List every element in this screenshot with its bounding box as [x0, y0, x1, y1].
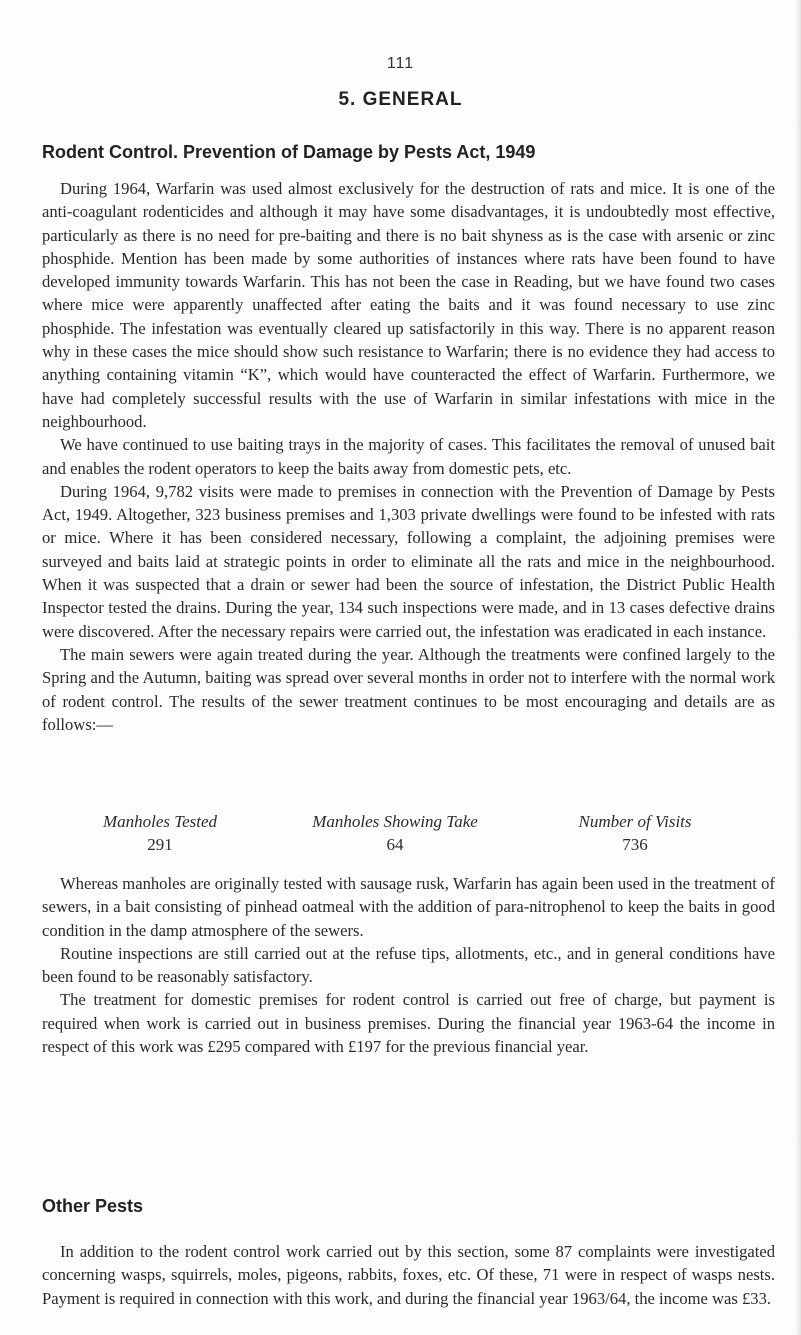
paragraph: During 1964, 9,782 visits were made to premises in connection with the Prevention of Damage by Pests Act, 1949. Altogether, 323 business premises and 1,303 private dwellings were found to be infested with rats or mice. Where it has been considered necessary, following a complaint, the adjoining premises were surveyed and baits laid at strategic points in order to eliminate all the rats and mice in the neighbourhood. When it was suspected that a drain or sewer had been the source of infestation, the District Public Health Inspector tested the drains. During the year, 134 such inspections were made, and in 13 cases defective drains were discovered. After the necessary repairs were carried out, the infestation was eradicated in each instance.	[42, 481, 775, 641]
rodent-control-body-continued	[42, 872, 775, 1058]
paragraph: During 1964, Warfarin was used almost exclusively for the destruction of rats and mice. It is one of the anti-coagulant rodenticides and although it may have some disadvantages, it is undoubtedly most effective, particularly as there is no need for pre-baiting and there is no bait shyness as is the case with arsenic or zinc phosphide. Mention has been made by some authorities of instances where rats have been found to have developed immunity towards Warfarin. This has not been the case in Reading, but we have found two cases where mice were apparently unaffected after eating the baits and it was found necessary to use zinc phosphide. The infestation was eventually cleared up satisfactorily in this way. There is no apparent reason why in these cases the mice should show such resistance to Warfarin; there is no evidence they had access to anything containing vitamin “K”, which would have counteracted the effect of Warfarin. Furthermore, we have had completely successful results with the use of Warfarin in similar infestations with mice in the neighbourhood.	[42, 179, 775, 431]
column-header-manholes-showing-take: Manholes Showing Take	[312, 812, 478, 831]
paragraph: In addition to the rodent control work carried out by this section, some 87 complaints were investigated concerning wasps, squirrels, moles, pigeons, rabbits, foxes, etc. Of these, 71 were in respect of wasps nests. Payment is required in connection with this work, and during the financial year 1963/64, the income was £33.	[42, 1242, 775, 1308]
paragraph: We have continued to use baiting trays in the majority of cases. This facilitates the removal of unused bait and enables the rodent operators to keep the baits away from domestic pets, etc.	[42, 435, 775, 478]
paragraph: The main sewers were again treated during the year. Although the treatments were confined largely to the Spring and the Autumn, baiting was spread over several months in order not to interfere with the normal work of rodent control. The results of the sewer treatment continues to be most encouraging and details are as follows:—	[42, 644, 775, 734]
value-manholes-showing-take: 64	[386, 835, 404, 854]
column-header-manholes-tested: Manholes Tested	[102, 812, 218, 831]
rodent-control-body	[42, 177, 775, 736]
page-edge-shadow	[795, 0, 801, 1335]
other-pests-body	[42, 1240, 775, 1310]
paragraph: The treatment for domestic premises for rodent control is carried out free of charge, but payment is required when work is carried out in business premises. During the financial year 1963-64 the income in respect of this work was £295 compared with £197 for the previous financial year.	[42, 990, 775, 1057]
rodent-control-heading: Rodent Control. Prevention of Damage by Pests Act, 1949	[42, 142, 536, 162]
page-number: 111	[386, 55, 415, 72]
value-number-of-visits: 736	[622, 835, 648, 854]
paragraph: Routine inspections are still carried out at the refuse tips, allotments, etc., and in general conditions have been found to be reasonably satisfactory.	[42, 943, 775, 987]
section-title: 5. GENERAL	[338, 89, 463, 110]
other-pests-heading: Other Pests	[42, 1196, 144, 1216]
value-manholes-tested: 291	[147, 835, 173, 854]
paragraph: Whereas manholes are originally tested with sausage rusk, Warfarin has again been used in the treatment of sewers, in a bait consisting of pinhead oatmeal with the addition of para-nitrophenol to keep the baits in good condition in the damp atmosphere of the sewers.	[42, 874, 775, 940]
column-header-number-of-visits: Number of Visits	[578, 812, 692, 831]
